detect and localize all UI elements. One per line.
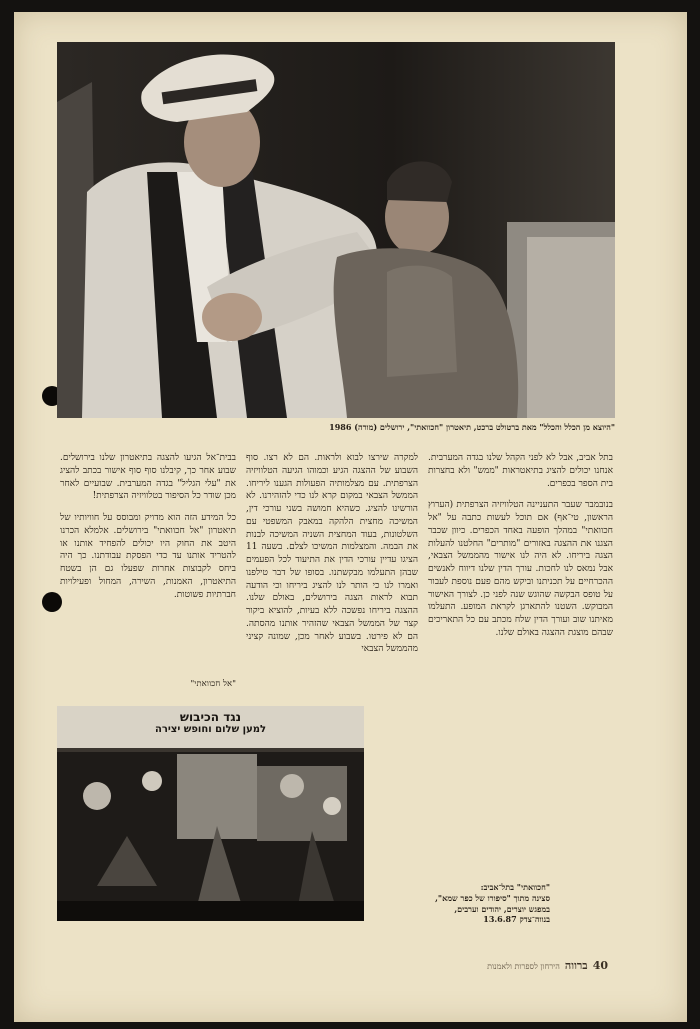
bottom-photo (57, 706, 364, 921)
paragraph: בבית־אל הגיעו להצגה בתיאטרון שלנו בירושלים. שבוע אחר כך, קיבלנו סוף סוף אישור בכתב להציג את "עלי הגליל" בגדה המערבית. שבועיים לאחר מכן שודר כל הסיפור בטלוויזיה הצרפתית! (60, 453, 236, 502)
paragraph: בנובמבר שעבר התעניינה הטלוויזיה הצרפתית (הערוץ הראשון, טי־אף) אם תוכל לעשות כתבה על "אל חכוואתי" במהלך הופעה באחד הכפרים. כיוון שכבר הצגנו את ההצגה באזורים "מותרים" החלטנו להעלות הצגה ביריחו. לא היה לנו אישור מהממשל הצבאי, אבל נמאס לנו לחכות. עורך הדין שלנו דיווח לאנשים ההכרחיים על תכניתנו וביקש מהם פעם נוספת לעבור על טופס הבקשה שהוגש שנה לפני כן. לצורך האישור המבוקש. השטנו להתארגן לקראת המופע. התעלמו מאיתנו שוב ועורך הדין שלח מכתב עם כל התאריכים שבהם מוצגת ההצגה באולם שלנו. (428, 500, 613, 638)
page-footer (487, 954, 608, 973)
banner-line: למען שלום וחופש יצירה (154, 724, 267, 735)
caption-line: בנווה־צדק 13.6.87 (483, 914, 550, 925)
bottom-photo-caption (370, 882, 550, 925)
article-signature: "אל חכוואתי" (190, 679, 236, 689)
caption-line: סצינה מתוך "סיפורו של כפר שמא", (435, 892, 550, 903)
page-number: 40 (592, 959, 608, 972)
banner-text (57, 710, 364, 735)
article-column-right (428, 452, 613, 649)
top-photo (57, 42, 615, 418)
magazine-name: ברווה (564, 959, 588, 972)
top-photo-caption: "היוצא מן הכלל והכלל" מאת ברטולט ברכט, תיאטרון "חכוואתי", ירושלים (מורה) 1986 (329, 422, 615, 432)
caption-line: במפגש יוצרים, יהודים וערבים, (454, 903, 550, 914)
binder-hole-lower (42, 592, 62, 612)
paragraph: למקרה שירצו לבוא ולראות. הם לא רצו. סוף השבוע של ההצגה הגיע וכמוהו הגיעה הטלוויזיה הצרפתית. עם מצלמותיה הפעולות הגענו ליריחו. הממשל הצבאי במקום קרא לנו כדי להזהירנו. לא הורשינו להציג. כשהיא חמושה בשני עורכי דין, המשיכה מחצית הלהקה במאבק המשפטי עם השלטונות, בעוד המחצית השניה המשיכה לבנות את הבמה. והמצלמות המשיכו לצלם. בשעה 11 הציגו עדיין עורכי הדין את התיעוד לכל הפעמים שבהן התעלמו מבקשתנו. בסופו של דבר טילפנו ואמרו לנו כי הותר לנו להציג ביריחו וכי הודעה תבוא לראות הצגה בירושלים, באולם שלנו. ההצגה ביריחו נפשכה ללא בעיות, להוציא ביקור קצר של הממשל הצבאי שהזהיר אותנו מהסתה. הם לא פירטו. בשבוע לאחר מכן, שמונה קציני מהממשל הצבאי (246, 453, 418, 655)
article-column-left (60, 452, 236, 610)
banner-line: נגד הכיבוש (179, 710, 242, 724)
paragraph: כל המידע הזה הוא מדויק ומבוסס על חוויותיו של תיאטרון "אל חכוואתי" בירושלים. אלמלא הכרנו היטב את החוק היו יכולים להפחיד אותנו או להטריד אותנו עד כדי הפסקת עבודתנו. כך היה ביחס לקבוצות אחרות שפעלו גם הן בשטח התיאטרון, האמנות, השירה, המחול ופעילויות חברתיות פשוטות. (60, 513, 236, 600)
article-column-middle (246, 452, 418, 665)
magazine-subtitle: הירחון לספרות ולאמנות (487, 962, 560, 971)
caption-line: "חכוואתי" בתל־אביב: (480, 882, 550, 892)
paragraph: בתל אביב, אבל לא לפני הקהל שלנו בגדה המערבית. אנחנו יכולים להציג בתיאטראות "ממש" ולא בחצרות בית הספר בכפרים. (428, 453, 613, 489)
